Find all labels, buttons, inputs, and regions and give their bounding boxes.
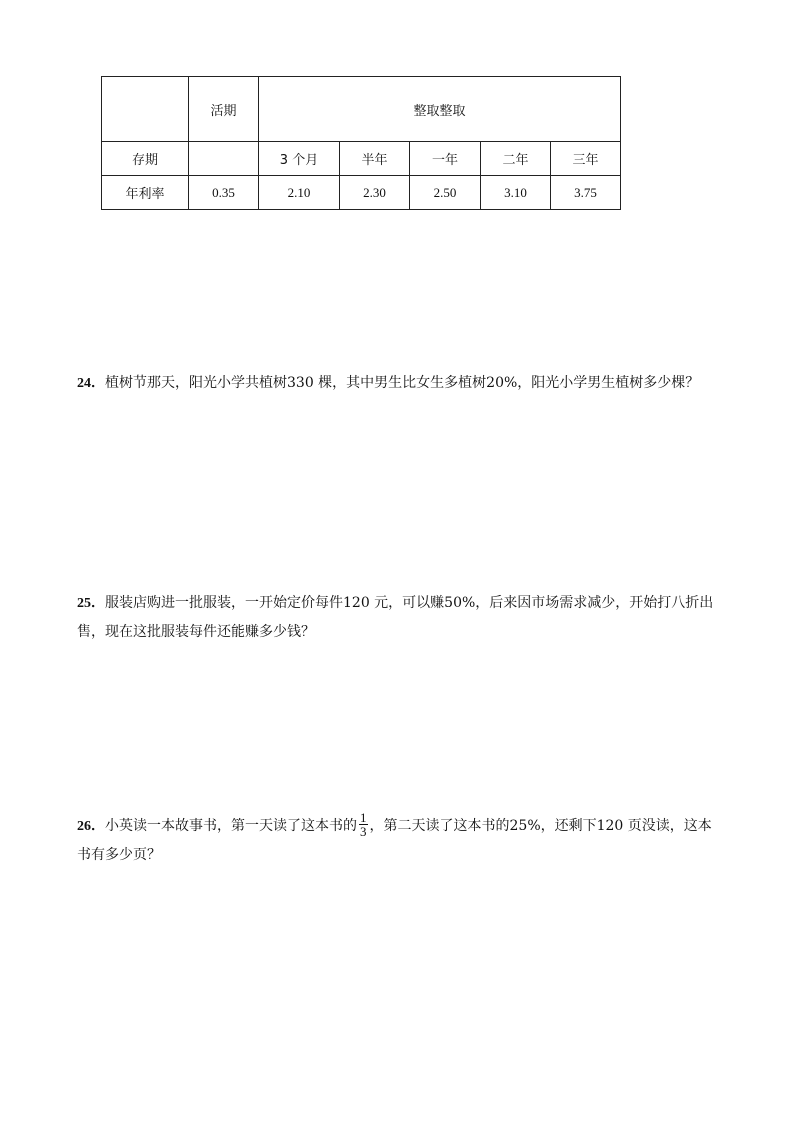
row-label-term: 存期: [102, 142, 189, 176]
question-number: 25．: [77, 596, 105, 611]
rate-cell: 3.10: [481, 176, 551, 210]
question-25: [77, 589, 717, 647]
rate-cell: 2.30: [340, 176, 410, 210]
fraction-numerator: 1: [360, 809, 367, 825]
question-text: 植树节那天，阳光小学共植树330 棵，其中男生比女生多植树20%，阳光小学男生植树多少棵？: [105, 375, 700, 391]
term-cell-current: [189, 142, 259, 176]
fraction-denominator: 3: [360, 823, 367, 839]
header-fixed-deposit: 整取整取: [259, 77, 621, 142]
term-cell: 二年: [481, 142, 551, 176]
rate-cell: 3.75: [551, 176, 621, 210]
question-text: 服装店购进一批服装，一开始定价每件120 元，可以赚50%，后来因市场需求减少，开始打八折出售，现在这批服装每件还能赚多少钱？: [77, 595, 714, 640]
question-26: [77, 809, 717, 870]
term-cell: 三年: [551, 142, 621, 176]
term-cell: 一年: [410, 142, 481, 176]
question-number: 24．: [77, 376, 105, 391]
table-header-row: [102, 77, 621, 142]
rate-cell: 2.10: [259, 176, 340, 210]
rate-cell-current: 0.35: [189, 176, 259, 210]
rate-cell: 2.50: [410, 176, 481, 210]
table-term-row: [102, 142, 621, 176]
table-corner-cell: [102, 77, 189, 142]
row-label-rate: 年利率: [102, 176, 189, 210]
header-current-deposit: 活期: [189, 77, 259, 142]
table-rate-row: [102, 176, 621, 210]
question-24: [77, 369, 717, 398]
fraction-one-third: [359, 811, 368, 838]
term-cell: 3 个月: [259, 142, 340, 176]
question-text-after: ，第二天读了这本书的25%，还剩下120 页没读，这本书有多少页？: [77, 818, 712, 863]
interest-rate-table: [101, 76, 621, 210]
term-cell: 半年: [340, 142, 410, 176]
question-text-before: 小英读一本故事书，第一天读了这本书的: [105, 818, 357, 834]
question-number: 26．: [77, 819, 105, 834]
